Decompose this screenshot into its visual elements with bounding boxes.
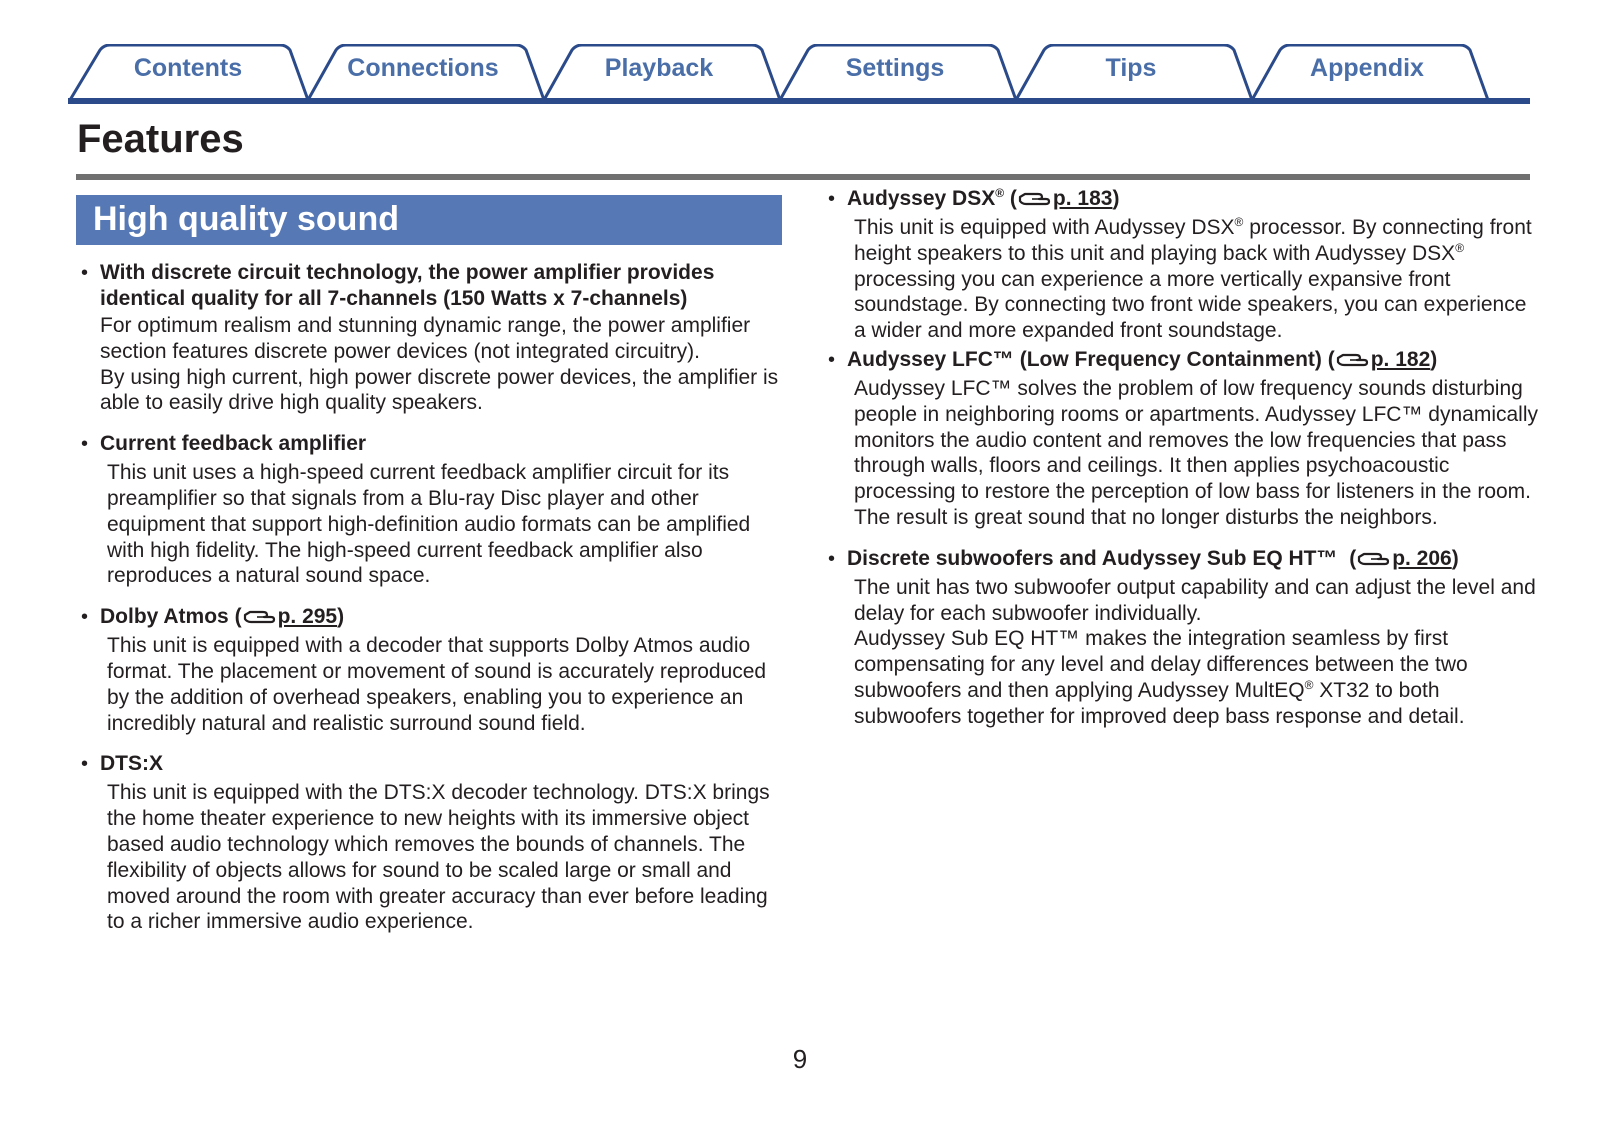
pointing-hand-icon [1018, 188, 1052, 208]
feature-audyssey-lfc [823, 347, 1543, 531]
feature-heading: Discrete subwoofers and Audyssey Sub EQ HT™ [847, 546, 1338, 570]
bullet: • [828, 348, 836, 371]
page-reference: p. 295 [277, 605, 338, 629]
feature-body: This unit is equipped with the DTS:X decoder technology. DTS:X brings the home theater experience to new heights with its immersive object based audio technology which removes the bounds of channels. The flexibility of objects allows for sound to be scaled large or small and moved around the room with greater accuracy than ever before leading to a richer immersive audio experience. [107, 781, 770, 934]
feature-heading: With discrete circuit technology, the power amplifier provides identical quality for all 7-channels (150 Watts x 7-channels) [100, 261, 715, 310]
bullet: • [828, 547, 836, 570]
tab-appendix[interactable]: Appendix [1310, 54, 1424, 82]
bullet: • [81, 433, 89, 456]
page-reference-link[interactable]: ( p. 206) [1349, 546, 1459, 570]
feature-audyssey-dsx [823, 186, 1543, 344]
pointing-hand-icon [1357, 548, 1391, 568]
feature-body: For optimum realism and stunning dynamic range, the power amplifier section features discrete power devices (not integrated circuitry). [100, 314, 751, 363]
registered-mark: ® [1455, 240, 1465, 255]
feature-discrete-circuit [76, 260, 782, 416]
tab-tips[interactable]: Tips [1105, 54, 1157, 82]
feature-body: This unit uses a high-speed current feedback amplifier circuit for its preamplifier so that signals from a Blu-ray Disc player and other equipment that support high-definition audio formats can be amplified with high fidelity. The high-speed current feedback amplifier also reproduces a natural sound space. [107, 461, 751, 588]
feature-heading: DTS:X [100, 752, 163, 776]
body-text-b: XT32 to both subwoofers together for improved deep bass response and detail. [854, 678, 1465, 728]
page-title: Features [77, 117, 244, 161]
registered-mark: ® [995, 186, 1005, 200]
feature-heading-row [847, 546, 1543, 572]
page-number: 9 [792, 1044, 808, 1074]
page-reference-link[interactable]: ( p. 182) [1327, 347, 1438, 371]
registered-mark: ® [1234, 215, 1244, 229]
page-reference: p. 206 [1392, 546, 1452, 570]
body-text-b: processor. By connecting front height speakers to this unit and playing back with Audyssey DSX [854, 216, 1532, 265]
title-divider [76, 174, 1530, 180]
registered-mark: ® [1304, 677, 1314, 692]
feature-heading-row [847, 186, 1543, 212]
bullet: • [81, 753, 89, 776]
tab-settings[interactable]: Settings [845, 54, 945, 82]
feature-body-2: By using high current, high power discrete power devices, the amplifier is able to easily drive high quality speakers. [100, 365, 779, 415]
feature-heading-row [100, 604, 782, 630]
feature-body-2 [847, 626, 1543, 729]
tab-playback[interactable]: Playback [604, 54, 714, 82]
feature-body: The unit has two subwoofer output capability and can adjust the level and delay for each subwoofer individually. [854, 575, 1536, 625]
feature-body [847, 215, 1543, 344]
feature-heading: Current feedback amplifier [100, 432, 367, 456]
left-column [76, 195, 782, 935]
feature-body: This unit is equipped with a decoder that supports Dolby Atmos audio format. The placement or movement of sound is accurately reproduced by the addition of overhead speakers, enabling you to experience an incredibly natural and realistic surround sound field. [107, 634, 767, 735]
pointing-hand-icon [243, 606, 277, 626]
feature-heading: Audyssey LFC™ (Low Frequency Containment) [847, 347, 1322, 371]
tab-contents[interactable]: Contents [133, 54, 243, 82]
feature-heading: Audyssey DSX [847, 187, 996, 210]
page-reference-link[interactable]: ( p. 295) [234, 605, 345, 629]
body-text-c: processing you can experience a more vertically expansive front soundstage. By connecting two front wide speakers, you can experience a wider and more expanded front soundstage. [854, 267, 1527, 343]
tab-underline-bar [68, 98, 1530, 104]
right-column [823, 186, 1543, 730]
page-reference: p. 183 [1052, 187, 1113, 210]
feature-discrete-subwoofers [823, 546, 1543, 730]
pointing-hand-icon [1336, 349, 1370, 369]
bullet: • [828, 188, 836, 210]
feature-dtsx [76, 751, 782, 935]
body-text-a: This unit is equipped with Audyssey DSX [854, 216, 1235, 239]
page-reference-link[interactable]: ( p. 183) [1009, 187, 1120, 210]
tab-navigation [68, 44, 1530, 104]
bullet: • [81, 606, 89, 629]
body-text-a: Audyssey Sub EQ HT™ makes the integration seamless by first compensating for any level and delay differences between the two subwoofers and then applying Audyssey MultEQ [854, 627, 1468, 702]
feature-current-feedback [76, 431, 782, 589]
feature-heading: Dolby Atmos [100, 605, 229, 629]
page-reference: p. 182 [1370, 347, 1431, 371]
section-banner: High quality sound [76, 195, 782, 245]
feature-heading-row [847, 347, 1543, 373]
tab-connections[interactable]: Connections [347, 54, 499, 82]
feature-body: Audyssey LFC™ solves the problem of low frequency sounds disturbing people in neighboring rooms or apartments. Audyssey LFC™ dynamically monitors the audio content and removes the low frequencies that pass through walls, floors and ceilings. It then applies psychoacoustic processing to restore the perception of low bass for listeners in the room. The result is great sound that no longer disturbs the neighbors. [854, 376, 1539, 529]
bullet: • [81, 262, 89, 284]
feature-dolby-atmos [76, 604, 782, 736]
